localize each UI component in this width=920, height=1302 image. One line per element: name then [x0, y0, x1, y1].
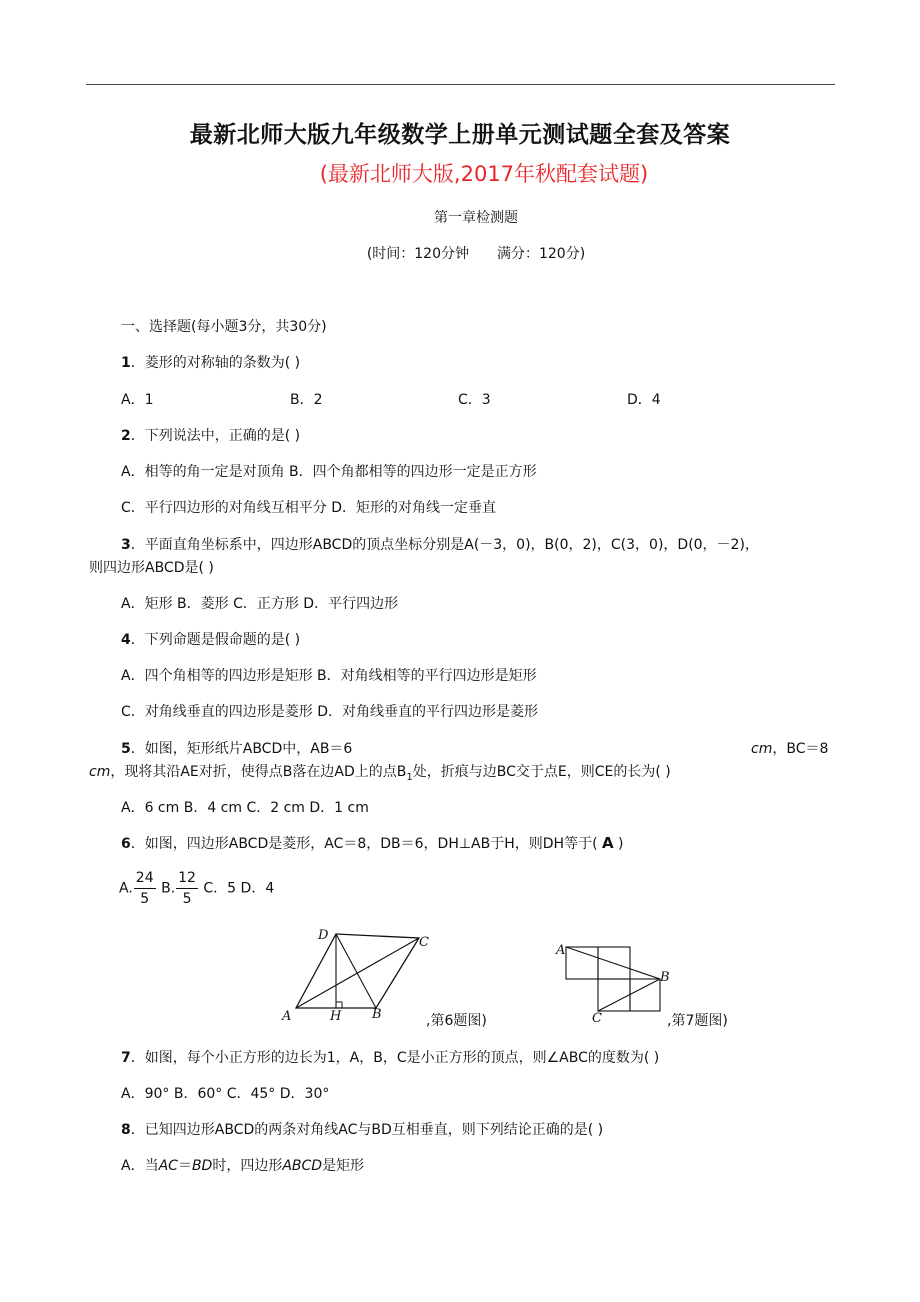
question-3	[121, 534, 759, 554]
question-number: 4	[121, 632, 131, 648]
q4-options-line1: A．四个角相等的四边形是矩形 B．对角线相等的平行四边形是矩形	[121, 668, 537, 684]
question-7	[121, 1047, 659, 1067]
q1-option-c: C．3	[458, 392, 491, 408]
q5-continuation	[89, 761, 671, 783]
q3-options-line1: A．矩形 B．菱形 C．正方形 D．平行四边形	[121, 596, 399, 612]
question-6	[121, 833, 624, 853]
document-subtitle: (最新北师大版,2017年秋配套试题)	[319, 162, 649, 186]
figure-6-caption: ,第6题图)	[426, 1013, 487, 1029]
question-5	[121, 738, 352, 758]
question-number: 5	[121, 741, 131, 757]
question-number: 1	[121, 355, 131, 371]
q5-tail-text: ，BC＝8	[772, 741, 829, 757]
fraction-24-5	[134, 868, 156, 909]
question-4	[121, 629, 300, 649]
answer-mark: A	[601, 834, 614, 852]
q8-option-a	[121, 1155, 364, 1175]
right-angle-mark	[336, 1002, 342, 1008]
question-text: ．如图，矩形纸片ABCD中，AB＝6	[130, 741, 353, 757]
grid-square	[598, 979, 630, 1011]
option-suffix: 是矩形	[322, 1158, 365, 1174]
q6-option-a-label: A.	[119, 880, 133, 897]
denominator: 5	[140, 891, 150, 907]
chapter-title: 第一章检测题	[434, 210, 518, 226]
question-number: 2	[121, 428, 131, 444]
fraction-12-5	[176, 868, 198, 909]
label-b: B	[660, 970, 670, 985]
label-a: A	[556, 943, 566, 958]
segment-cb	[598, 979, 660, 1011]
time-info: (时间：120分钟 满分：120分)	[366, 246, 586, 262]
section-heading: 一、选择题(每小题3分，共30分)	[121, 319, 327, 335]
document-title: 最新北师大版九年级数学上册单元测试题全套及答案	[189, 122, 731, 148]
grid-square	[566, 947, 598, 979]
numerator: 24	[134, 868, 156, 889]
question-text: ．如图，四边形ABCD是菱形，AC＝8，DB＝6，DH⊥AB于H，则DH等于(	[130, 836, 598, 852]
q2-options-line1: A．相等的角一定是对顶角 B．四个角都相等的四边形一定是正方形	[121, 464, 537, 480]
figure-7-caption: ,第7题图)	[667, 1013, 728, 1029]
question-text: ．下列命题是假命题的是( )	[130, 632, 301, 648]
q1-option-d: D．4	[627, 392, 661, 408]
q1-option-a: A．1	[121, 392, 154, 408]
label-h: H	[330, 1009, 342, 1024]
q5-cont-text2: 处，折痕与边BC交于点E，则CE的长为( )	[412, 764, 671, 780]
question-2	[121, 425, 300, 445]
segment-ab	[566, 947, 660, 979]
figure-6-rhombus	[278, 922, 438, 1032]
q6-other-options: C．5 D．4	[203, 880, 275, 897]
question-number: 6	[121, 836, 131, 852]
figure-7-grid	[552, 936, 682, 1028]
unit-cm: cm	[89, 764, 111, 780]
label-b: B	[372, 1007, 382, 1022]
label-a: A	[282, 1009, 292, 1024]
q4-options-line2: C．对角线垂直的四边形是菱形 D．对角线垂直的平行四边形是菱形	[121, 704, 539, 720]
label-c: C	[592, 1011, 602, 1026]
question-number: 3	[121, 537, 131, 553]
question-text: ．菱形的对称轴的条数为( )	[130, 355, 301, 371]
math-bd: BD	[191, 1158, 213, 1174]
question-text: ．已知四边形ABCD的两条对角线AC与BD互相垂直，则下列结论正确的是( )	[130, 1122, 604, 1138]
q5-cont-text: ，现将其沿AE对折，使得点B落在边AD上的点B	[110, 764, 407, 780]
q7-options-line1: A．90° B．60° C．45° D．30°	[121, 1086, 330, 1102]
question-text: ．如图，每个小正方形的边长为1，A，B，C是小正方形的顶点，则∠ABC的度数为( )	[130, 1050, 660, 1066]
q6-option-b-label: B.	[161, 880, 176, 897]
question-text: ．下列说法中，正确的是( )	[130, 428, 301, 444]
q5-line1-tail	[751, 738, 828, 758]
denominator: 5	[182, 891, 192, 907]
question-1	[121, 352, 300, 372]
q5-options-line1: A．6 cm B．4 cm C．2 cm D．1 cm	[121, 800, 369, 816]
question-text: ．平面直角坐标系中，四边形ABCD的顶点坐标分别是A(－3，0)，B(0，2)，C(3，0)，D(0，－2)，	[130, 537, 759, 553]
question-8	[121, 1119, 603, 1139]
question-number: 8	[121, 1122, 131, 1138]
q6-options	[119, 868, 274, 909]
q2-options-line2: C．平行四边形的对角线互相平分 D．矩形的对角线一定垂直	[121, 500, 497, 516]
diagonal-db	[336, 934, 376, 1008]
equals-sign: ＝	[177, 1158, 192, 1174]
option-middle: 时，四边形	[212, 1158, 283, 1174]
unit-cm: cm	[751, 741, 773, 757]
math-ac: AC	[158, 1158, 178, 1174]
subscript: 1	[406, 771, 413, 783]
header-rule	[86, 84, 835, 85]
close-paren: )	[618, 836, 624, 852]
q1-option-b: B．2	[290, 392, 323, 408]
option-prefix: A．当	[121, 1158, 159, 1174]
numerator: 12	[176, 868, 198, 889]
question-number: 7	[121, 1050, 131, 1066]
label-d: D	[318, 928, 329, 943]
label-c: C	[419, 935, 429, 950]
q3-continuation: 则四边形ABCD是( )	[89, 560, 214, 576]
grid-square	[630, 979, 660, 1011]
math-abcd: ABCD	[282, 1158, 323, 1174]
